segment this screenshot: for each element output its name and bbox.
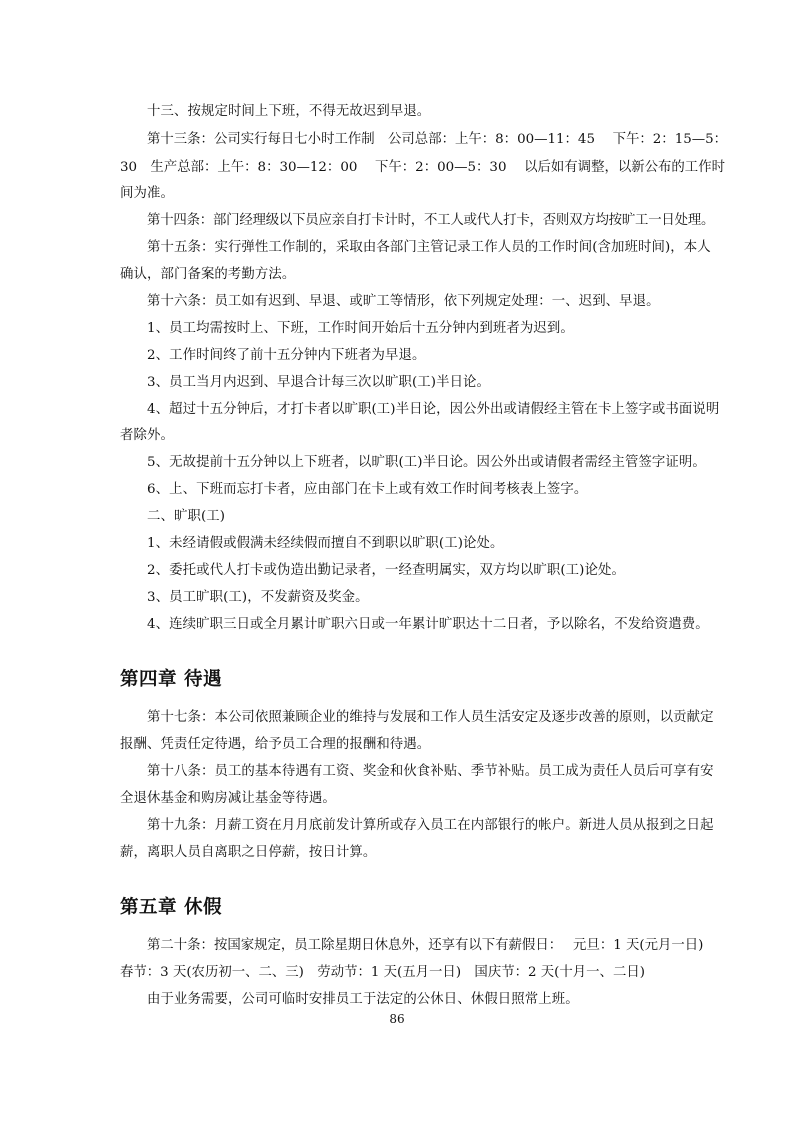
article-17-line-2: 报酬、凭责任定待遇，给予员工合理的报酬和待遇。 [120,737,431,752]
article-15-line-2: 确认，部门备案的考勤方法。 [120,267,296,282]
rule-absence-2: 2、委托或代人打卡或伪造出勤记录者，一经查明属实，双方均以旷职(工)论处。 [147,563,625,578]
article-13-line-3: 间为准。 [120,186,174,201]
rule-late-4-line-1: 4、超过十五分钟后，才打卡者以旷职(工)半日论，因公外出或请假经主管在卡上签字或书面说明 [147,402,720,417]
article-20-line-1: 第二十条：按国家规定，员工除星期日休息外，还享有以下有薪假日： 元旦：1 天(元月一日) [147,938,704,953]
chapter-4-heading: 第四章 待遇 [120,669,222,690]
rule-late-3: 3、员工当月内迟到、早退合计每三次以旷职(工)半日论。 [147,375,491,390]
rule-absence-3: 3、员工旷职(工)，不发薪资及奖金。 [147,590,369,605]
section-absence-heading: 二、旷职(工) [147,509,226,524]
article-13-line-2: 30 生产总部：上午：8：30—12：00 下午：2：00—5：30 以后如有调整，以新公布的工作时 [120,160,725,175]
article-16: 第十六条：员工如有迟到、早退、或旷工等情形，依下列规定处理：一、迟到、早退。 [147,294,660,309]
rule-late-1: 1、员工均需按时上、下班，工作时间开始后十五分钟内到班者为迟到。 [147,321,574,336]
article-18-line-2: 全退休基金和购房减让基金等待遇。 [120,791,336,806]
rule-late-2: 2、工作时间终了前十五分钟内下班者为早退。 [147,348,426,363]
article-14: 第十四条：部门经理级以下员应亲自打卡计时，不工人或代人打卡，否则双方均按旷工一日处理。 [147,213,715,228]
rule-late-4-line-2: 者除外。 [120,428,174,443]
article-17-line-1: 第十七条：本公司依照兼顾企业的维持与发展和工作人员生活安定及逐步改善的原则，以贡献定 [147,710,714,725]
article-20-line-2: 春节：3 天(农历初一、二、三) 劳动节：1 天(五月一日) 国庆节：2 天(十月一、二日) [120,965,645,980]
page-number: 86 [389,1012,405,1026]
rule-late-5: 5、无故提前十五分钟以上下班者，以旷职(工)半日论。因公外出或请假者需经主管签字证明。 [147,455,706,470]
rule-late-6: 6、上、下班而忘打卡者，应由部门在卡上或有效工作时间考核表上签字。 [147,482,588,497]
line-clause-13-heading: 十三、按规定时间上下班，不得无故迟到早退。 [147,104,431,119]
article-13-line-1: 第十三条：公司实行每日七小时工作制 公司总部：上午：8：00—11：45 下午：2：15—5： [147,132,728,147]
article-18-line-1: 第十八条：员工的基本待遇有工资、奖金和伙食补贴、季节补贴。员工成为责任人员后可享有安 [147,764,714,779]
article-19-line-1: 第十九条：月薪工资在月月底前发计算所或存入员工在内部银行的帐户。新进人员从报到之日起 [147,818,714,833]
rule-absence-1: 1、未经请假或假满未经续假而擅自不到职以旷职(工)论处。 [147,536,504,551]
article-15-line-1: 第十五条：实行弹性工作制的，采取由各部门主管记录工作人员的工作时间(含加班时间)，本人 [147,240,711,255]
rule-absence-4: 4、连续旷职三日或全月累计旷职六日或一年累计旷职达十二日者，予以除名，不发给资遣费。 [147,617,709,632]
chapter-5-heading: 第五章 休假 [120,897,222,918]
article-20-line-3: 由于业务需要，公司可临时安排员工于法定的公休日、休假日照常上班。 [147,992,579,1007]
article-19-line-2: 薪，离职人员自离职之日停薪，按日计算。 [120,845,377,860]
